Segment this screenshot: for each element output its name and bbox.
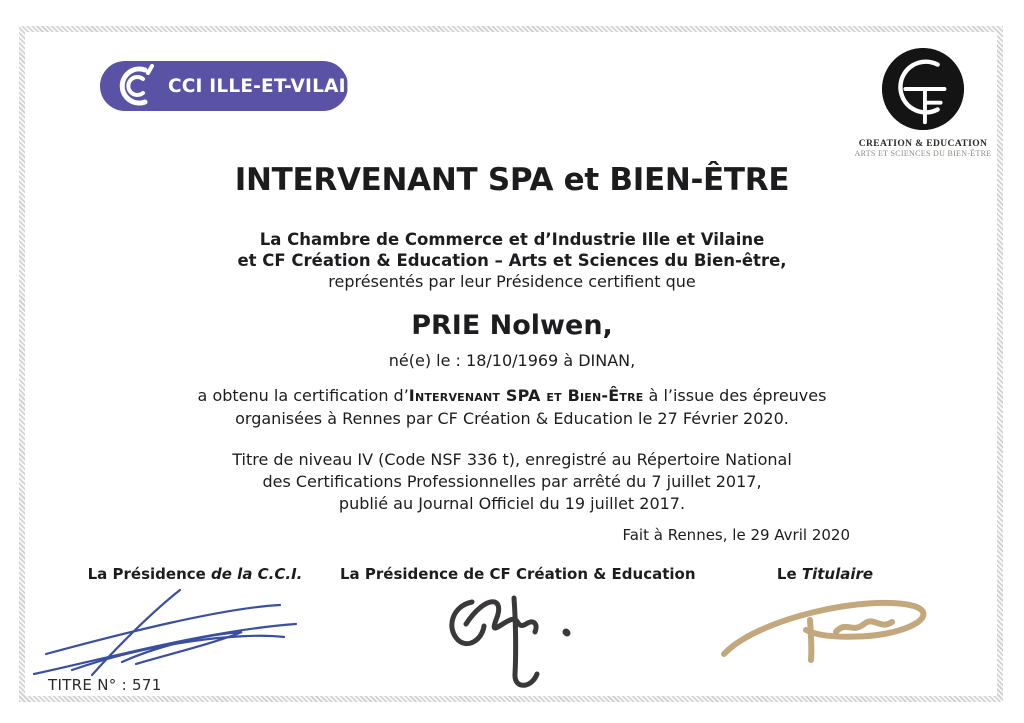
- signature-titulaire-ink: [718, 590, 938, 668]
- registration-line2: des Certifications Professionnelles par arrêté du 7 juillet 2017,: [262, 472, 762, 491]
- recipient-name: PRIE Nolwen,: [411, 310, 613, 341]
- intro-line1: La Chambre de Commerce et d’Industrie Ille et Vilaine: [259, 230, 765, 249]
- signature-cci-ink: [30, 582, 306, 678]
- cf-logo-line2: ARTS ET SCIENCES DU BIEN-ÊTRE: [854, 149, 992, 158]
- registration-paragraph: [0, 449, 1024, 515]
- signature-label-cf: La Présidence de CF Création & Education: [340, 565, 696, 583]
- signature-cf-ink: [438, 576, 578, 703]
- signature-label-titulaire: Le Titulaire: [776, 565, 874, 583]
- certification-paragraph: [0, 384, 1024, 430]
- intro-line3: représentés par leur Présidence certifient que: [328, 272, 696, 291]
- cf-logo: [833, 48, 1013, 158]
- titre-number: TITRE N° : 571: [48, 676, 162, 694]
- signature-label-cci: La Présidence de la C.C.I.: [87, 565, 303, 583]
- intro-paragraph: [0, 229, 1024, 292]
- certification-title-smallcaps: Intervenant SPA et Bien-Être: [408, 386, 644, 405]
- registration-line1: Titre de niveau IV (Code NSF 336 t), enregistré au Répertoire National: [232, 450, 792, 469]
- cci-badge: [100, 61, 375, 111]
- issue-date-line: Fait à Rennes, le 29 Avril 2020: [622, 526, 850, 544]
- cci-logo-icon: [112, 63, 158, 109]
- intro-line2: et CF Création & Education – Arts et Sciences du Bien-être,: [237, 251, 787, 270]
- certificate-title: INTERVENANT SPA et BIEN-ÊTRE: [234, 162, 790, 198]
- recipient-birth: né(e) le : 18/10/1969 à DINAN,: [388, 351, 636, 370]
- certification-line2: organisées à Rennes par CF Création & Education le 27 Février 2020.: [235, 409, 789, 428]
- certification-line1: a obtenu la certification d’Intervenant SPA et Bien-Être à l’issue des épreuves: [197, 386, 827, 405]
- cf-monogram-icon: [882, 48, 964, 130]
- cci-badge-label: CCI ILLE-ET-VILAINE: [168, 75, 375, 97]
- cf-logo-line1: CREATION & EDUCATION: [858, 139, 988, 149]
- registration-line3: publié au Journal Officiel du 19 juillet 2017.: [338, 494, 686, 513]
